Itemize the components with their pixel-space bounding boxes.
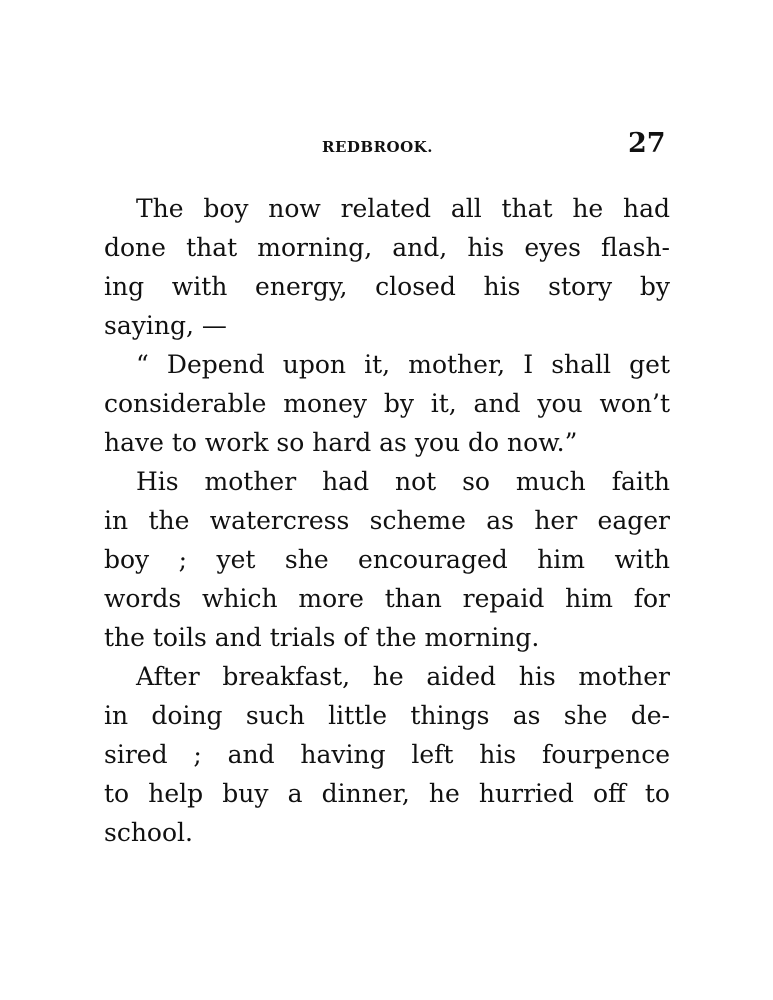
paragraph-2-line-3: have to work so hard as you do now.” <box>104 428 578 457</box>
paragraph-1-line-2: done that morning, and, his eyes flash- <box>104 233 670 262</box>
page-number: 27 <box>628 128 666 159</box>
running-title: REDBROOK. <box>322 138 433 156</box>
paragraph-3-line-2: in the watercress scheme as her eager <box>104 506 670 535</box>
paragraph-2-line-2: considerable money by it, and you won’t <box>104 389 670 418</box>
body-text <box>104 189 670 852</box>
paragraph-4-line-5: school. <box>104 818 193 847</box>
paragraph-3-line-4: words which more than repaid him for <box>104 584 670 613</box>
paragraph-4-line-4: to help buy a dinner, he hurried off to <box>104 779 670 808</box>
paragraph-1-line-4: saying, — <box>104 311 227 340</box>
paragraph-4-line-2: in doing such little things as she de- <box>104 701 670 730</box>
paragraph-1-line-3: ing with energy, closed his story by <box>104 272 670 301</box>
paragraph-4-line-3: sired ; and having left his fourpence <box>104 740 670 769</box>
paragraph-4-line-1: After breakfast, he aided his mother <box>136 662 670 691</box>
paragraph-3-line-5: the toils and trials of the morning. <box>104 623 540 652</box>
paragraph-1-line-1: The boy now related all that he had <box>136 194 670 223</box>
paragraph-2-line-1: “ Depend upon it, mother, I shall get <box>136 350 670 379</box>
paragraph-3-line-1: His mother had not so much faith <box>136 467 670 496</box>
paragraph-3-line-3: boy ; yet she encouraged him with <box>104 545 670 574</box>
